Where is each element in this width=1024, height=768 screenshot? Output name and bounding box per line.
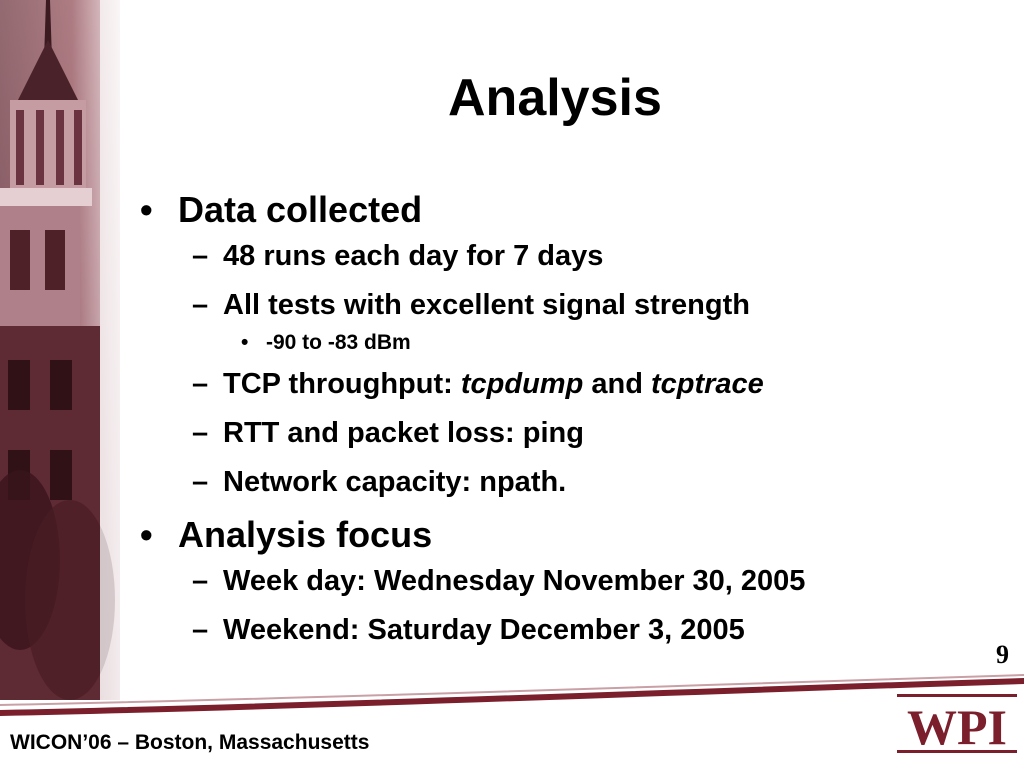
sub-bullet-text: RTT and packet loss: ping: [223, 417, 584, 449]
slide-title: Analysis: [448, 69, 662, 127]
bullet-data-collected: [140, 188, 980, 232]
sub-sub-bullet-range: [140, 330, 980, 356]
dash-marker: –: [192, 417, 209, 449]
sub-bullet-tcp: [140, 366, 980, 402]
sub-bullet-text: All tests with excellent signal strength: [223, 289, 750, 321]
sub-bullet-capacity: [140, 464, 980, 500]
dash-marker: –: [192, 289, 209, 321]
sub-bullet-rtt: [140, 415, 980, 451]
sub-bullet-text: Weekend: Saturday December 3, 2005: [223, 614, 745, 646]
bullet-marker: •: [140, 189, 153, 230]
bullet-marker: •: [241, 331, 249, 354]
bullet-text: Analysis focus: [178, 514, 433, 555]
sub-bullet-text: Week day: Wednesday November 30, 2005: [223, 565, 806, 597]
building-tower-image: [0, 0, 120, 700]
bullet-text: Data collected: [178, 189, 423, 230]
wpi-logo: [893, 690, 1021, 760]
dash-marker: –: [192, 466, 209, 498]
footer-conference: WICON’06 – Boston, Massachusetts: [10, 731, 370, 754]
sub-bullet-text: Network capacity: npath.: [223, 466, 567, 498]
tcp-tool-tcptrace: tcptrace: [650, 368, 764, 400]
dash-marker: –: [192, 565, 209, 597]
svg-text:WPI: WPI: [907, 699, 1007, 755]
tcp-and: and: [583, 368, 651, 400]
tcp-prefix: TCP throughput:: [223, 368, 461, 400]
slide-body: [140, 188, 980, 661]
sub-bullet-runs: [140, 238, 980, 274]
dash-marker: –: [192, 614, 209, 646]
sub-bullet-weekend: [140, 612, 980, 648]
dash-marker: –: [192, 368, 209, 400]
sub-sub-bullet-text: -90 to -83 dBm: [266, 331, 411, 354]
sub-bullet-signal: [140, 287, 980, 323]
bullet-analysis-focus: [140, 513, 980, 557]
bullet-marker: •: [140, 514, 153, 555]
dash-marker: –: [192, 240, 209, 272]
tcp-tool-tcpdump: tcpdump: [460, 368, 584, 400]
footer-divider: [0, 670, 1024, 720]
sub-bullet-text: 48 runs each day for 7 days: [223, 240, 604, 272]
page-number: 9: [996, 640, 1009, 669]
sub-bullet-weekday: [140, 563, 980, 599]
